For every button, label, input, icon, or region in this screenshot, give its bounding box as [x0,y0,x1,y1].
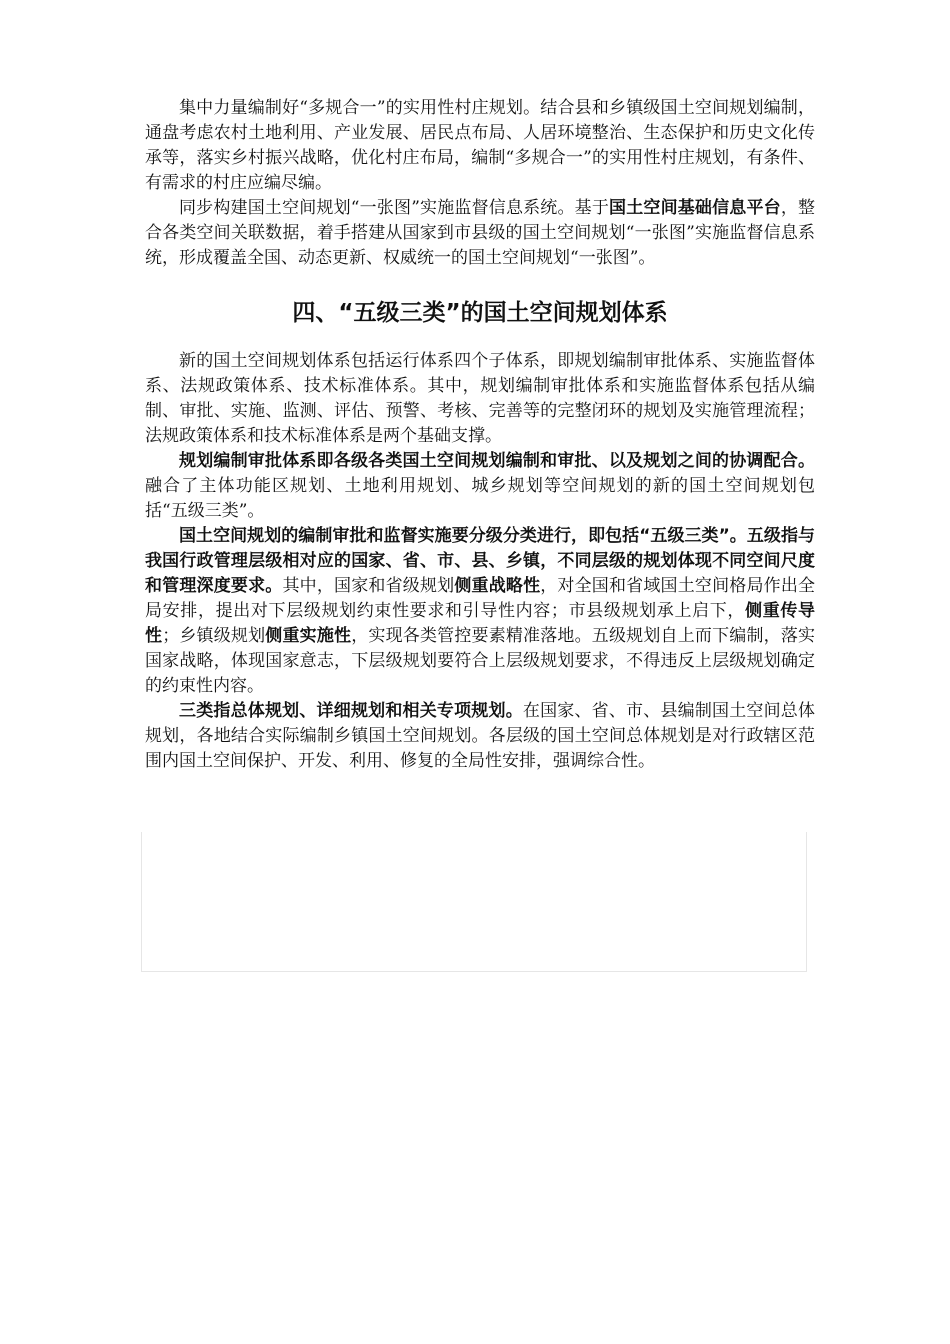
text-segment: 融合了主体功能区规划、土地利用规划、城乡规划等空间规划的新的国土空间规划包括“五级三类”。 [145,476,815,521]
bold-text: 侧重战略性 [454,576,541,596]
bold-text: 侧重传导性 [145,601,816,646]
bold-text: 规划编制审批体系即各级各类国土空间规划编制和审批、以及规划之间的协调配合。 [179,451,815,471]
paragraph [145,524,815,699]
paragraph [145,196,815,271]
text-segment: 集中力量编制好“多规合一”的实用性村庄规划。结合县和乡镇级国土空间规划编制，通盘考虑农村土地利用、产业发展、居民点布局、人居环境整治、生态保护和历史文化传承等，落实乡村振兴战略，优化村庄布局，编制“多规合一”的实用性村庄规划，有条件、有需求的村庄应编尽编。 [145,98,815,193]
text-segment: ；乡镇级规划 [162,626,266,646]
text-segment: 在国家、省、市、县编制国土空间总体规划，各地结合实际编制乡镇国土空间规划。各层级的国土空间总体规划是对行政辖区范围内国土空间保护、开发、利用、修复的全局性安排，强调综合性。 [145,701,816,771]
bold-text: 侧重实施性 [265,626,352,646]
text-segment: 同步构建国土空间规划“一张图”实施监督信息系统。基于 [179,198,610,218]
paragraph [145,699,815,774]
text-segment: 其中，国家和省级规划 [282,576,455,596]
document-body [145,96,815,774]
paragraphs-bottom [145,349,815,774]
paragraph [145,96,815,196]
paragraphs-top [145,96,815,271]
paragraph [145,449,815,524]
bold-text: 国土空间基础信息平台 [609,198,781,218]
bold-text: 三类指总体规划、详细规划和相关专项规划。 [179,701,523,721]
bold-text: 国土空间规划的编制审批和监督实施要分级分类进行，即包括“五级三类”。五级指与我国行政管理层级相对应的国家、省、市、县、乡镇，不同层级的规划体现不同空间尺度和管理深度要求。 [145,526,815,596]
blank-figure-frame [141,832,807,972]
text-segment: 新的国土空间规划体系包括运行体系四个子体系，即规划编制审批体系、实施监督体系、法规政策体系、技术标准体系。其中，规划编制审批体系和实施监督体系包括从编制、审批、实施、监测、评估、预警、考核、完善等的完整闭环的规划及实施管理流程；法规政策体系和技术标准体系是两个基础支撑。 [145,351,815,446]
paragraph [145,349,815,449]
text-segment: ，整合各类空间关联数据，着手搭建从国家到市县级的国土空间规划“一张图”实施监督信息系统，形成覆盖全国、动态更新、权威统一的国土空间规划“一张图”。 [145,198,816,268]
text-segment: ，实现各类管控要素精准落地。五级规划自上而下编制，落实国家战略，体现国家意志，下层级规划要符合上层级规划要求，不得违反上层级规划确定的约束性内容。 [145,626,816,696]
section-heading: 四、“五级三类”的国土空间规划体系 [292,300,668,326]
text-segment: ，对全国和省域国土空间格局作出全局安排，提出对下层级规划约束性要求和引导性内容；市县级规划承上启下， [145,576,816,621]
